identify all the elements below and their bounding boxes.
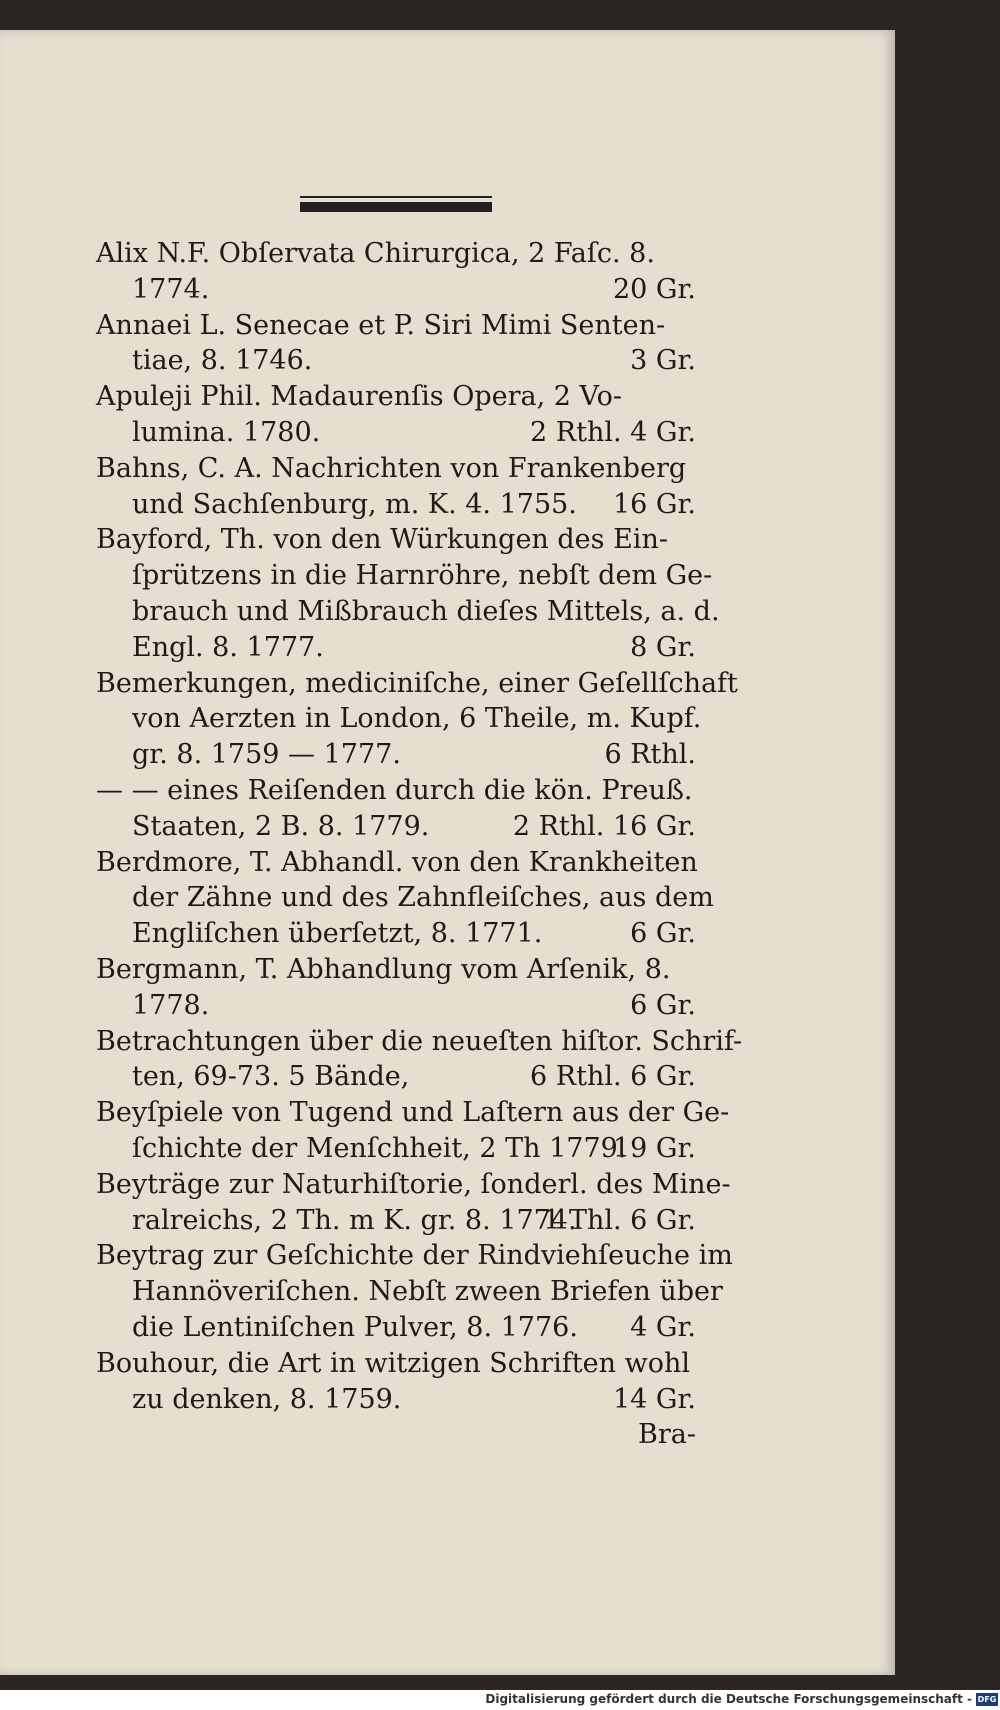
entry-price: 20 Gr. — [612, 273, 696, 305]
entry-text: Berdmore, T. Abhandl. von den Krankheiten — [96, 846, 698, 878]
entry-price: 4 Gr. — [630, 1311, 696, 1343]
catalog-entry — [96, 1024, 743, 1096]
header-rule — [300, 202, 492, 212]
entry-line — [96, 1203, 696, 1239]
entry-text: Bayford, Th. von den Würkungen des Ein- — [96, 524, 668, 556]
catalog-entries — [96, 236, 743, 1453]
entry-text: — — eines Reiſenden durch die kön. Preuß. — [96, 774, 693, 806]
entry-price: 2 Rthl. 4 Gr. — [530, 416, 696, 448]
entry-price: 6 Rthl. 6 Gr. — [530, 1061, 696, 1093]
catchword: Bra- — [638, 1419, 696, 1451]
entry-text: ſprützens in die Harnröhre, nebſt dem Ge- — [132, 560, 713, 592]
entry-line — [96, 1310, 696, 1346]
entry-line — [96, 272, 696, 308]
entry-text: die Lentiniſchen Pulver, 8. 1776. — [132, 1311, 578, 1343]
entry-text: ten, 69-73. 5 Bände, — [132, 1061, 410, 1093]
entry-text: 1774. — [132, 273, 210, 305]
catalog-entry — [96, 236, 696, 308]
funding-note: Digitalisierung gefördert durch die Deutsche Forschungsgemeinschaft - — [485, 1692, 972, 1706]
catalog-entry — [96, 773, 696, 845]
entry-line — [96, 701, 702, 737]
entry-text: lumina. 1780. — [132, 416, 321, 448]
catalog-entry — [96, 379, 696, 451]
entry-text: Annaei L. Senecae et P. Siri Mimi Senten- — [96, 309, 666, 341]
entry-line — [96, 343, 696, 379]
entry-line — [96, 415, 696, 451]
catalog-entry — [96, 845, 714, 952]
entry-text: von Aerzten in London, 6 Theile, m. Kupf. — [132, 703, 702, 735]
entry-line — [96, 1238, 733, 1274]
entry-line — [96, 236, 696, 272]
entry-text: ſchichte der Menſchheit, 2 Th 1779. — [132, 1132, 627, 1164]
entry-text: brauch und Mißbrauch dieſes Mittels, a. d. — [132, 595, 720, 627]
entry-line — [96, 1095, 730, 1131]
catalog-entry — [96, 666, 738, 773]
catalog-entry — [96, 308, 696, 380]
entry-price: 1 Thl. 6 Gr. — [543, 1204, 696, 1236]
entry-line — [96, 594, 720, 630]
entry-line — [96, 773, 696, 809]
entry-line — [96, 880, 714, 916]
entry-text: 1778. — [132, 989, 210, 1021]
entry-line — [96, 487, 696, 523]
entry-line — [96, 451, 696, 487]
entry-text: Beyträge zur Naturhiſtorie, ſonderl. des Mine- — [96, 1168, 731, 1200]
entry-price: 3 Gr. — [630, 345, 696, 377]
entry-price: 14 Gr. — [612, 1383, 696, 1415]
entry-text: Staaten, 2 B. 8. 1779. — [132, 810, 430, 842]
entry-line — [96, 809, 696, 845]
entry-line — [96, 1059, 696, 1095]
entry-price: 6 Gr. — [630, 989, 696, 1021]
catalog-entry — [96, 1346, 696, 1418]
catalog-entry — [96, 952, 696, 1024]
entry-price: 6 Gr. — [630, 918, 696, 950]
entry-price: 6 Rthl. — [604, 739, 696, 771]
entry-text: Alix N.F. Obſervata Chirurgica, 2 Faſc. 8. — [96, 238, 655, 269]
entry-line — [96, 1346, 696, 1382]
entry-price: 2 Rthl. 16 Gr. — [512, 810, 696, 842]
entry-text: der Zähne und des Zahnfleiſches, aus dem — [132, 882, 714, 914]
entry-price: 8 Gr. — [630, 631, 696, 663]
entry-text: Hannöveriſchen. Nebſt zween Briefen über — [132, 1276, 723, 1308]
entry-text: und Sachſenburg, m. K. 4. 1755. — [132, 488, 577, 520]
entry-line — [96, 952, 696, 988]
entry-line — [96, 737, 696, 773]
entry-line — [96, 630, 696, 666]
entry-line — [96, 379, 696, 415]
entry-text: Bergmann, T. Abhandlung vom Arſenik, 8. — [96, 953, 671, 985]
entry-text: tiae, 8. 1746. — [132, 345, 313, 377]
entry-line — [96, 558, 713, 594]
entry-line — [96, 916, 696, 952]
entry-price: 19 Gr. — [612, 1132, 696, 1164]
entry-line — [96, 666, 738, 702]
catalog-entry — [96, 522, 720, 665]
entry-text: Apuleji Phil. Madaurenſis Opera, 2 Vo- — [96, 381, 622, 413]
entry-line — [96, 1382, 696, 1418]
entry-text: Bouhour, die Art in witzigen Schriften wohl — [96, 1347, 690, 1379]
entry-text: ralreichs, 2 Th. m K. gr. 8. 1774. — [132, 1204, 577, 1236]
entry-text: Beyſpiele von Tugend und Laſtern aus der Ge- — [96, 1097, 730, 1129]
entry-text: Betrachtungen über die neueſten hiſtor. Schrif- — [96, 1025, 743, 1057]
entry-line — [96, 845, 696, 881]
entry-text: Beytrag zur Geſchichte der Rindviehſeuche im — [96, 1240, 733, 1272]
footer-bar — [0, 1690, 1000, 1710]
catalog-entry — [96, 1167, 731, 1239]
entry-text: zu denken, 8. 1759. — [132, 1383, 402, 1415]
entry-line — [96, 522, 696, 558]
catalog-entry — [96, 451, 696, 523]
dfg-logo-icon: DFG — [977, 1695, 997, 1704]
header-rule-thin — [300, 196, 492, 198]
entry-text: Bahns, C. A. Nachrichten von Frankenberg — [96, 452, 687, 484]
entry-text: gr. 8. 1759 — 1777. — [132, 739, 401, 771]
entry-line — [96, 1274, 723, 1310]
entry-line — [96, 1024, 743, 1060]
entry-text: Bemerkungen, mediciniſche, einer Geſellſchaft — [96, 667, 738, 699]
entry-line — [96, 1131, 696, 1167]
catalog-entry — [96, 1095, 730, 1167]
entry-text: Engl. 8. 1777. — [132, 631, 324, 663]
catalog-entry — [96, 1238, 733, 1345]
entry-line — [96, 308, 696, 344]
entry-text: Engliſchen überſetzt, 8. 1771. — [132, 918, 543, 950]
entry-line — [96, 1167, 731, 1203]
entry-line — [96, 988, 696, 1024]
entry-price: 16 Gr. — [612, 488, 696, 520]
